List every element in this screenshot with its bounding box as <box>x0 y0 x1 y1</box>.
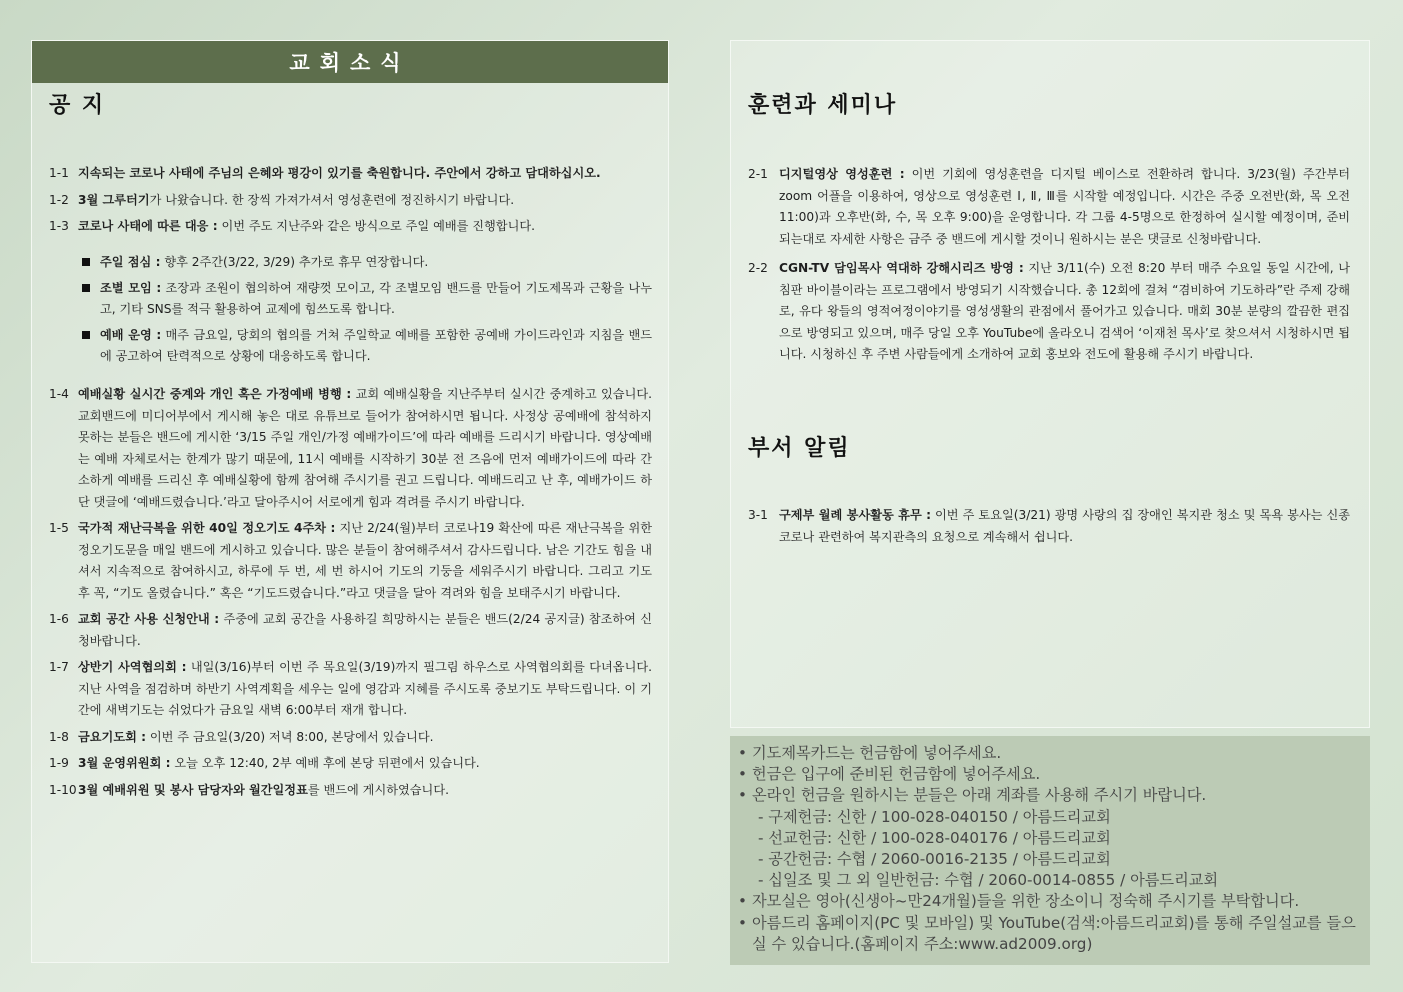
notice-item <box>49 753 652 775</box>
notice-item <box>49 163 652 185</box>
item-body <box>49 657 652 722</box>
bullet-body <box>82 278 652 321</box>
square-bullet-icon <box>82 284 90 292</box>
bullet-dot-icon: • <box>738 765 747 784</box>
notice-item <box>49 216 652 238</box>
info-text: 온라인 헌금을 원하시는 분들은 아래 계좌를 사용해 주시기 바랍니다. <box>752 786 1207 805</box>
item-body <box>49 518 652 604</box>
item-lead: 구제부 월례 봉사활동 휴무 : <box>779 508 931 522</box>
item-body <box>49 190 652 212</box>
info-bullet-line <box>736 891 1360 912</box>
info-text: - 십일조 및 그 외 일반헌금: 수협 / 2060-0014-0855 / 아름드리교회 <box>758 871 1219 890</box>
item-body <box>49 609 652 652</box>
department-title: 부서 알림 <box>748 436 851 461</box>
item-body <box>49 727 652 749</box>
square-bullet-icon <box>82 258 90 266</box>
account-line <box>736 849 1360 870</box>
notice-item <box>748 164 1350 250</box>
notice-title: 공 지 <box>49 93 106 118</box>
bullet-dot-icon: • <box>738 786 747 805</box>
item-body <box>49 384 652 513</box>
item-body <box>49 753 652 775</box>
item-lead: CGN-TV 담임목사 역대하 강해시리즈 방영 : <box>779 261 1024 275</box>
info-bullet-line <box>736 913 1360 955</box>
notice-item <box>49 609 652 652</box>
item-text: 가 나왔습니다. 한 장씩 가져가셔서 영성훈련에 정진하시기 바랍니다. <box>149 192 515 207</box>
item-text: 주중에 교회 공간을 사용하길 희망하시는 분들은 밴드(2/24 공지글) 참조하여 신청바랍니다. <box>78 612 653 648</box>
info-text: - 구제헌금: 신한 / 100-028-040150 / 아름드리교회 <box>758 807 1111 826</box>
item-number: 1-9 <box>49 756 69 770</box>
info-bullet-line <box>736 743 1360 764</box>
item-number: 1-10 <box>49 782 77 797</box>
account-line <box>736 807 1360 828</box>
item-number: 1-4 <box>49 387 69 401</box>
item-lead: 상반기 사역협의회 : <box>78 660 187 674</box>
info-text: - 선교헌금: 신한 / 100-028-040176 / 아름드리교회 <box>758 828 1111 847</box>
bullet-lead: 조별 모임 : <box>100 280 162 295</box>
bullet-text: 향후 2주간(3/22, 3/29) 추가로 휴무 연장합니다. <box>160 255 429 269</box>
item-number: 1-2 <box>49 192 69 207</box>
item-text: 이번 주도 지난주와 같은 방식으로 주일 예배를 진행합니다. <box>217 219 535 233</box>
item-body <box>748 258 1350 366</box>
item-body <box>748 164 1350 250</box>
item-number: 2-2 <box>748 261 768 275</box>
notice-item <box>49 384 652 513</box>
church-news-header: 교회소식 <box>32 41 668 83</box>
item-number: 1-1 <box>49 166 69 180</box>
info-text: 헌금은 입구에 준비된 헌금함에 넣어주세요. <box>752 765 1041 784</box>
item-text: 이번 기회에 영성훈련을 디지털 베이스로 전환하려 합니다. 3/23(월) 주간부터 zoom 어플을 이용하여, 영상으로 영성훈련 Ⅰ, Ⅱ, Ⅲ를 시작할 예정입니다. 시간은 주중 오전반(화, 목 오전 11:00)과 오후반(화, 수, 목 오후 9:00)을 운영합니다. 각 그룹 4-5명으로 한정하여 실시할 예정이며, 준비 되는대로 자세한 사항은 금주 중 밴드에 게시할 것이니 원하시는 분은 댓글로 신청바랍니다. <box>779 167 1350 246</box>
account-line <box>736 828 1360 849</box>
bullet-dot-icon: • <box>738 913 747 932</box>
item-lead: 3월 운영위원회 : <box>78 756 171 770</box>
item-text: 지난 2/24(월)부터 코로나19 확산에 따른 재난극복을 위한 정오기도문을 매일 밴드에 게시하고 있습니다. 많은 분들이 참여해주셔서 감사드립니다. 남은 기간도 힘을 내셔서 지속적으로 참여하시고, 하루에 두 번, 세 번 하시어 기도의 기둥을 세워주시기 바랍니다. 그리고 기도 후 꼭, “기도 올렸습니다.” 혹은 “기도드렸습니다.”라고 댓글을 달아 격려와 힘을 보태주시기 바랍니다. <box>78 521 653 600</box>
bullet-text: 매주 금요일, 당회의 협의를 거쳐 주일학교 예배를 포함한 공예배 가이드라인과 지침을 밴드에 공고하여 탄력적으로 상황에 대응하도록 합니다. <box>100 327 652 363</box>
info-bullet-line <box>736 785 1360 806</box>
notice-item <box>49 727 652 749</box>
training-panel <box>730 40 1370 728</box>
offering-info-list <box>736 743 1360 955</box>
item-lead: 3월 예배위원 및 봉사 담당자와 월간일정표 <box>78 782 308 797</box>
notice-bullet-item <box>82 278 652 321</box>
info-text: 자모실은 영아(신생아~만24개월)들을 위한 장소이니 정숙해 주시기를 부탁합니다. <box>752 892 1300 911</box>
offering-info-box <box>730 736 1370 965</box>
notice-item <box>748 505 1350 548</box>
square-bullet-icon <box>82 331 90 339</box>
notice-bullet-item <box>82 325 652 368</box>
item-lead: 예배실황 실시간 중계와 개인 혹은 가정예배 병행 : <box>78 387 352 401</box>
item-lead: 금요기도회 : <box>78 729 146 744</box>
item-text: 를 밴드에 게시하였습니다. <box>307 782 449 797</box>
bullet-lead: 예배 운영 : <box>100 327 162 342</box>
notice-item <box>49 518 652 604</box>
info-text: 아름드리 홈페이지(PC 및 모바일) 및 YouTube(검색:아름드리교회)를 통해 주일설교를 들으실 수 있습니다.(홈페이지 주소:www.ad2009.org) <box>752 913 1356 953</box>
item-body <box>49 780 652 802</box>
notice-item <box>49 780 652 802</box>
item-number: 3-1 <box>748 508 768 522</box>
notice-item <box>748 258 1350 366</box>
item-lead: 국가적 재난극복을 위한 40일 정오기도 4주차 : <box>78 521 336 535</box>
bullet-dot-icon: • <box>738 744 747 762</box>
item-text: 오늘 오후 12:40, 2부 예배 후에 본당 뒤편에서 있습니다. <box>170 756 480 770</box>
item-body <box>49 216 652 238</box>
training-title: 훈련과 세미나 <box>748 93 898 118</box>
notice-list-2 <box>49 384 652 806</box>
bullet-body <box>82 252 652 274</box>
notice-item <box>49 190 652 212</box>
item-number: 1-8 <box>49 729 69 744</box>
bullet-dot-icon: • <box>738 892 747 911</box>
item-text: 지난 3/11(수) 오전 8:20 부터 매주 수요일 동일 시간에, 나침판 바이블이라는 프로그램에서 방영되기 시작했습니다. 총 12회에 걸쳐 “겸비하여 기도하라”란 주제 강해로, 유다 왕들의 영적여정이야기를 영성생활의 관점에서 풀어가고 있습니다. 매회 30분 분량의 깔끔한 편집으로 방영되고 있으며, 매주 당일 오후 YouTube에 올라오니 검색어 ‘이재천 목사’로 찾으셔서 시청하시면 됩니다. 시청하신 후 주변 사람들에게 소개하여 교회 홍보와 전도에 활용해 주시기 바랍니다. <box>779 261 1351 361</box>
info-text: 기도제목카드는 헌금함에 넣어주세요. <box>752 744 1002 762</box>
bullet-lead: 주일 점심 : <box>100 255 161 269</box>
item-text: 이번 주 금요일(3/20) 저녁 8:00, 본당에서 있습니다. <box>145 729 434 744</box>
notice-bullet-item <box>82 252 652 274</box>
account-line <box>736 870 1360 891</box>
item-text: 교회 예배실황을 지난주부터 실시간 중계하고 있습니다. 교회밴드에 미디어부에서 게시해 놓은 대로 유튜브로 들어가 참여하시면 됩니다. 사정상 공예배에 참석하지 못하는 분들은 밴드에 게시한 ‘3/15 주일 개인/가정 예배가이드’에 따라 예배를 드리시기 바랍니다. 영상예배는 예배 자체로서는 한계가 많기 때문에, 11시 예배를 시작하기 30분 전 즈음에 먼저 예배가이드에 따라 간소하게 예배를 드리신 후 예배실황에 함께 참여해 주시기를 권고 드립니다. 예배드리고 난 후, 예배가이드 하단 댓글에 ‘예배드렸습니다.’라고 달아주시어 서로에게 힘과 격려를 주시기 바랍니다. <box>78 387 652 509</box>
item-number: 2-1 <box>748 167 768 181</box>
item-lead: 3월 그루터기 <box>78 192 150 207</box>
item-lead: 코로나 사태에 따른 대응 : <box>78 219 218 233</box>
training-list <box>748 164 1350 374</box>
item-lead: 교회 공간 사용 신청안내 : <box>78 612 220 626</box>
item-number: 1-7 <box>49 660 69 674</box>
notice-item <box>49 657 652 722</box>
item-number: 1-5 <box>49 521 69 535</box>
info-text: - 공간헌금: 수협 / 2060-0016-2135 / 아름드리교회 <box>758 850 1111 869</box>
item-lead: 지속되는 코로나 사태에 주님의 은혜와 평강이 있기를 축원합니다. 주안에서 강하고 담대하십시오. <box>78 166 601 180</box>
item-text: 이번 주 토요일(3/21) 광명 사랑의 집 장애인 복지관 청소 및 목욕 봉사는 신종코로나 관련하여 복지관측의 요청으로 계속해서 쉽니다. <box>779 508 1350 544</box>
info-bullet-line <box>736 764 1360 785</box>
notice-list-1 <box>49 163 652 243</box>
item-body <box>49 163 652 185</box>
bullet-body <box>82 325 652 368</box>
item-body <box>748 505 1350 548</box>
item-number: 1-3 <box>49 219 69 233</box>
item-number: 1-6 <box>49 612 69 626</box>
department-list <box>748 505 1350 553</box>
bullet-text: 조장과 조원이 협의하여 재량껏 모이고, 각 조별모임 밴드를 만들어 기도제목과 근황을 나누고, 기타 SNS를 적극 활용하여 교제에 힘쓰도록 합니다. <box>100 280 652 316</box>
notice-bullets <box>82 252 652 372</box>
item-lead: 디지털영상 영성훈련 : <box>779 167 905 181</box>
item-text: 내일(3/16)부터 이번 주 목요일(3/19)까지 필그림 하우스로 사역협의회를 다녀옵니다. 지난 사역을 점검하며 하반기 사역계획을 세우는 일에 영감과 지혜를 주시도록 중보기도 부탁드립니다. 이 기간에 새벽기도는 쉬었다가 금요일 새벽 6:00부터 재개 합니다. <box>78 660 652 717</box>
